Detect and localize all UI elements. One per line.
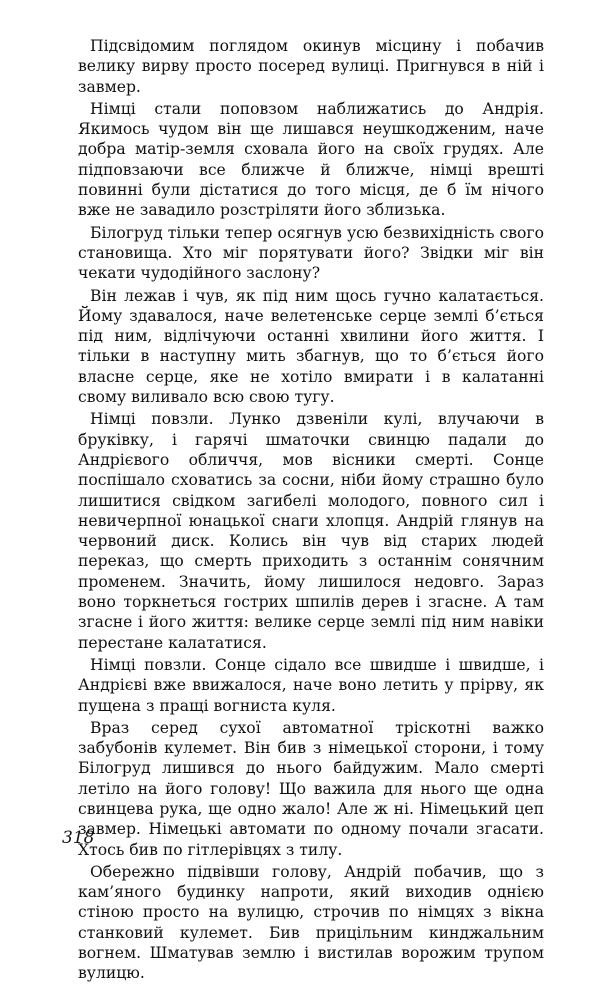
- paragraph: Враз серед сухої автоматної тріскотні важко забубонів кулемет. Він бив з німецької сторони, і тому Білогруд лишився до нього байдужим. Мало смерті летіло на його голову! Що важила для нього ще одна свинцева рука, ще одно жало! Але ж ні. Німецький цеп завмер. Німецькі автомати по одному почали згасати. Хтось бив по гітлерівцях з тилу.: [78, 718, 544, 859]
- paragraph: Білогруд тільки тепер осягнув усю безвихідність свого становища. Хто міг порятувати його? Звідки міг він чекати чудодійного заслону?: [78, 223, 544, 283]
- paragraph: Німці стали поповзом наближатись до Андрія. Якимось чудом він ще лишався неушкодженим, наче добра матір-земля сховала його на своїх грудях. Але підповзаючи все ближче й ближче, німці врешті повинні були дістатися до того місця, де б їм нічого вже не завадило розстріляти його зблизька.: [78, 99, 544, 220]
- page-number: 318: [62, 828, 95, 848]
- paragraph: Німці повзли. Лунко дзвеніли кулі, влучаючи в бруківку, і гарячі шматочки свинцю падали до Андрієвого обличчя, мов вісники смерті. Сонце поспішало сховатись за сосни, ніби йому страшно було лишитися свідком загибелі молодого, повного сил і невичерпної юнацької снаги хлопця. Андрій глянув на червоний диск. Колись він чув від старих людей переказ, що смерть приходить з останнім сонячним променем. Значить, йому лишилося недовго. Зараз воно торкнеться гострих шпилів дерев і згасне. А там згасне і його життя: велике серце землі під ним навіки перестане калататися.: [78, 410, 544, 652]
- paragraph: Німці повзли. Сонце сідало все швидше і швидше, і Андрієві вже ввижалося, наче воно летить у прірву, як пущена з пращі вогниста куля.: [78, 655, 544, 715]
- body-text: [78, 36, 544, 986]
- paragraph: Підсвідомим поглядом окинув місцину і побачив велику вирву просто посеред вулиці. Пригнувся в ній і завмер.: [78, 37, 544, 96]
- paragraph: Обережно підвівши голову, Андрій побачив, що з кам’яного будинку напроти, який виходив однією стіною просто на вулицю, строчив по німцях з вікна станковий кулемет. Бив прицільним кинджальним вогнем. Шматував землю і вистилав ворожим трупом вулицю.: [78, 862, 544, 983]
- paragraph: Він лежав і чув, як під ним щось гучно калатається. Йому здавалося, наче велетенське серце землі б’ється під ним, відлічуючи останні хвилини його життя. І тільки в наступну мить збагнув, що то б’ється його власне серце, яке не хотіло вмирати і в калатанні свому виливало всю свою тугу.: [78, 286, 544, 407]
